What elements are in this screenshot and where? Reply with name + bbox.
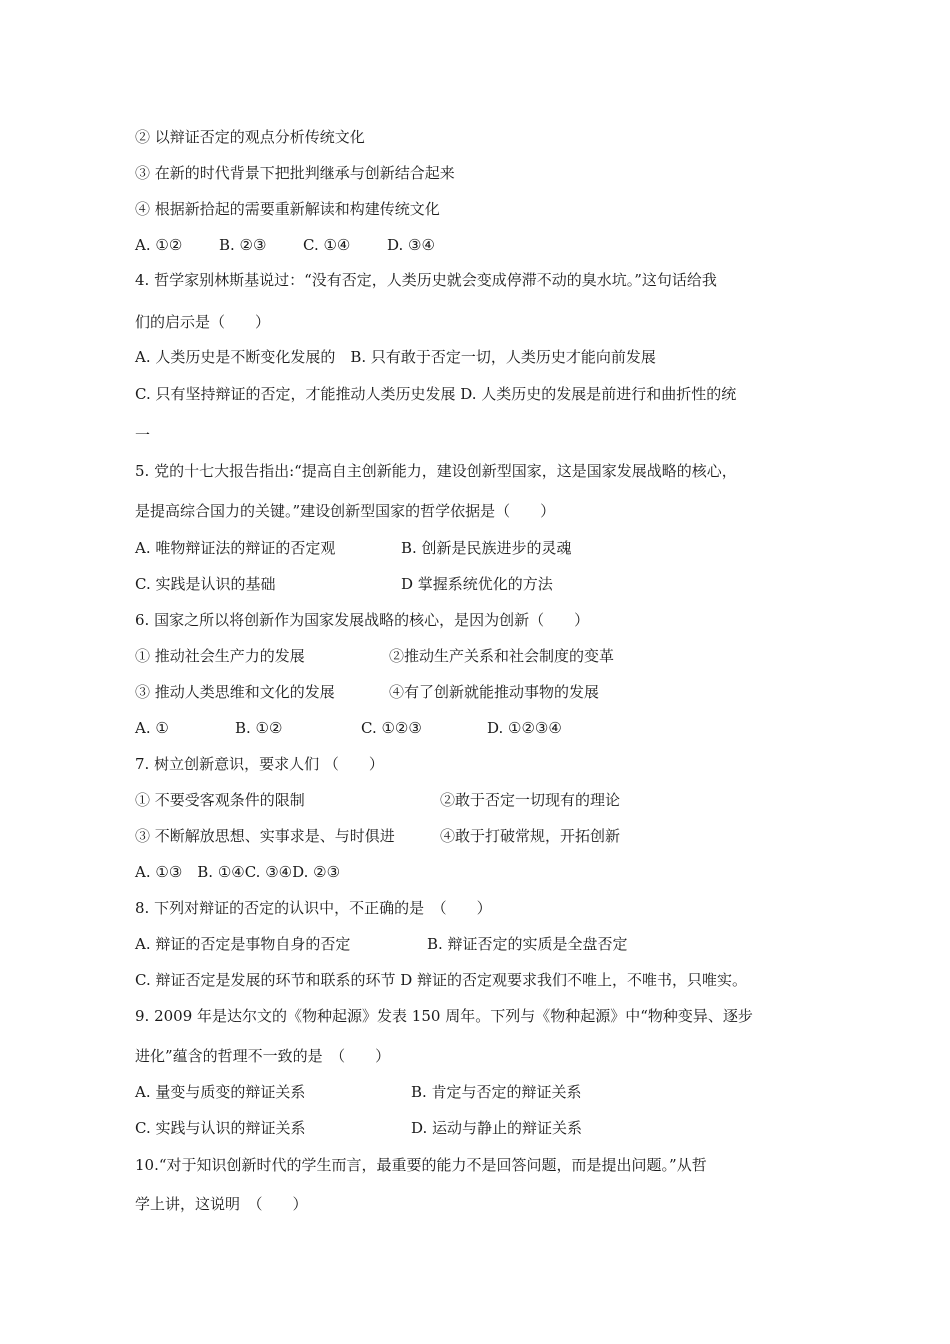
q7-item-2: ②敢于否定一切现有的理论 (440, 791, 621, 809)
q8-options-row-2: C. 辩证否定是发展的环节和联系的环节 D 辩证的否定观要求我们不唯上，不唯书，只唯实。 (135, 971, 748, 989)
q5-option-b: B. 创新是民族进步的灵魂 (401, 539, 572, 557)
q7-stem: 7. 树立创新意识，要求人们 （ ） (135, 755, 384, 773)
q3-item-3: ③ 在新的时代背景下把批判继承与创新结合起来 (135, 164, 455, 182)
q9-option-a: A. 量变与质变的辩证关系 (135, 1083, 306, 1101)
q3-option-b: B. ②③ (219, 236, 267, 254)
q3-option-a: A. ①② (135, 236, 183, 254)
q5-stem-line-1: 5. 党的十七大报告指出:“提高自主创新能力，建设创新型国家，这是国家发展战略的核心， (135, 462, 737, 480)
q4-stem-line-1: 4. 哲学家别林斯基说过：“没有否定，人类历史就会变成停滞不动的臭水坑。”这句话给我 (135, 271, 717, 289)
q5-option-c: C. 实践是认识的基础 (135, 575, 276, 593)
q5-option-a: A. 唯物辩证法的辩证的否定观 (135, 539, 336, 557)
q3-item-4: ④ 根据新拾起的需要重新解读和构建传统文化 (135, 200, 440, 218)
q3-item-2: ② 以辩证否定的观点分析传统文化 (135, 128, 365, 146)
q4-stem-line-2: 们的启示是（ ） (135, 313, 271, 331)
q8-stem: 8. 下列对辩证的否定的认识中，不正确的是 （ ） (135, 899, 492, 917)
q7-item-4: ④敢于打破常规，开拓创新 (440, 827, 621, 845)
q9-option-b: B. 肯定与否定的辩证关系 (411, 1083, 582, 1101)
q9-option-d: D. 运动与静止的辩证关系 (411, 1119, 583, 1137)
q10-stem-line-1: 10.“对于知识创新时代的学生而言，最重要的能力不是回答问题，而是提出问题。”从哲 (135, 1156, 707, 1174)
q6-option-a: A. ① (135, 719, 169, 737)
q6-stem: 6. 国家之所以将创新作为国家发展战略的核心，是因为创新（ ） (135, 611, 590, 629)
q6-item-3: ③ 推动人类思维和文化的发展 (135, 683, 335, 701)
q5-stem-line-2: 是提高综合国力的关键。”建设创新型国家的哲学依据是（ ） (135, 502, 556, 520)
q4-options-line-1: A. 人类历史是不断变化发展的 B. 只有敢于否定一切，人类历史才能向前发展 (135, 348, 656, 366)
q6-item-2: ②推动生产关系和社会制度的变革 (389, 647, 615, 665)
q6-option-c: C. ①②③ (361, 719, 422, 737)
q6-option-d: D. ①②③④ (487, 719, 562, 737)
q3-option-c: C. ①④ (303, 236, 351, 254)
q5-option-d: D 掌握系统优化的方法 (401, 575, 553, 593)
q9-option-c: C. 实践与认识的辩证关系 (135, 1119, 306, 1137)
q7-options: A. ①③ B. ①④C. ③④D. ②③ (135, 863, 341, 881)
q8-option-b: B. 辩证否定的实质是全盘否定 (427, 935, 628, 953)
q6-option-b: B. ①② (235, 719, 283, 737)
q9-stem-line-1: 9. 2009 年是达尔文的《物种起源》发表 150 周年。下列与《物种起源》中“物种变异、逐步 (135, 1007, 753, 1025)
q6-item-4: ④有了创新就能推动事物的发展 (389, 683, 600, 701)
q6-item-1: ① 推动社会生产力的发展 (135, 647, 305, 665)
q3-option-d: D. ③④ (387, 236, 435, 254)
q8-option-a: A. 辩证的否定是事物自身的否定 (135, 935, 351, 953)
q7-item-1: ① 不要受客观条件的限制 (135, 791, 305, 809)
q9-stem-line-2: 进化”蕴含的哲理不一致的是 （ ） (135, 1047, 391, 1065)
q4-options-line-2: C. 只有坚持辩证的否定，才能推动人类历史发展 D. 人类历史的发展是前进行和曲折性的统 (135, 385, 737, 403)
q7-item-3: ③ 不断解放思想、实事求是、与时俱进 (135, 827, 395, 845)
q10-stem-line-2: 学上讲，这说明 （ ） (135, 1195, 308, 1213)
q4-options-line-3: 一 (135, 426, 151, 444)
